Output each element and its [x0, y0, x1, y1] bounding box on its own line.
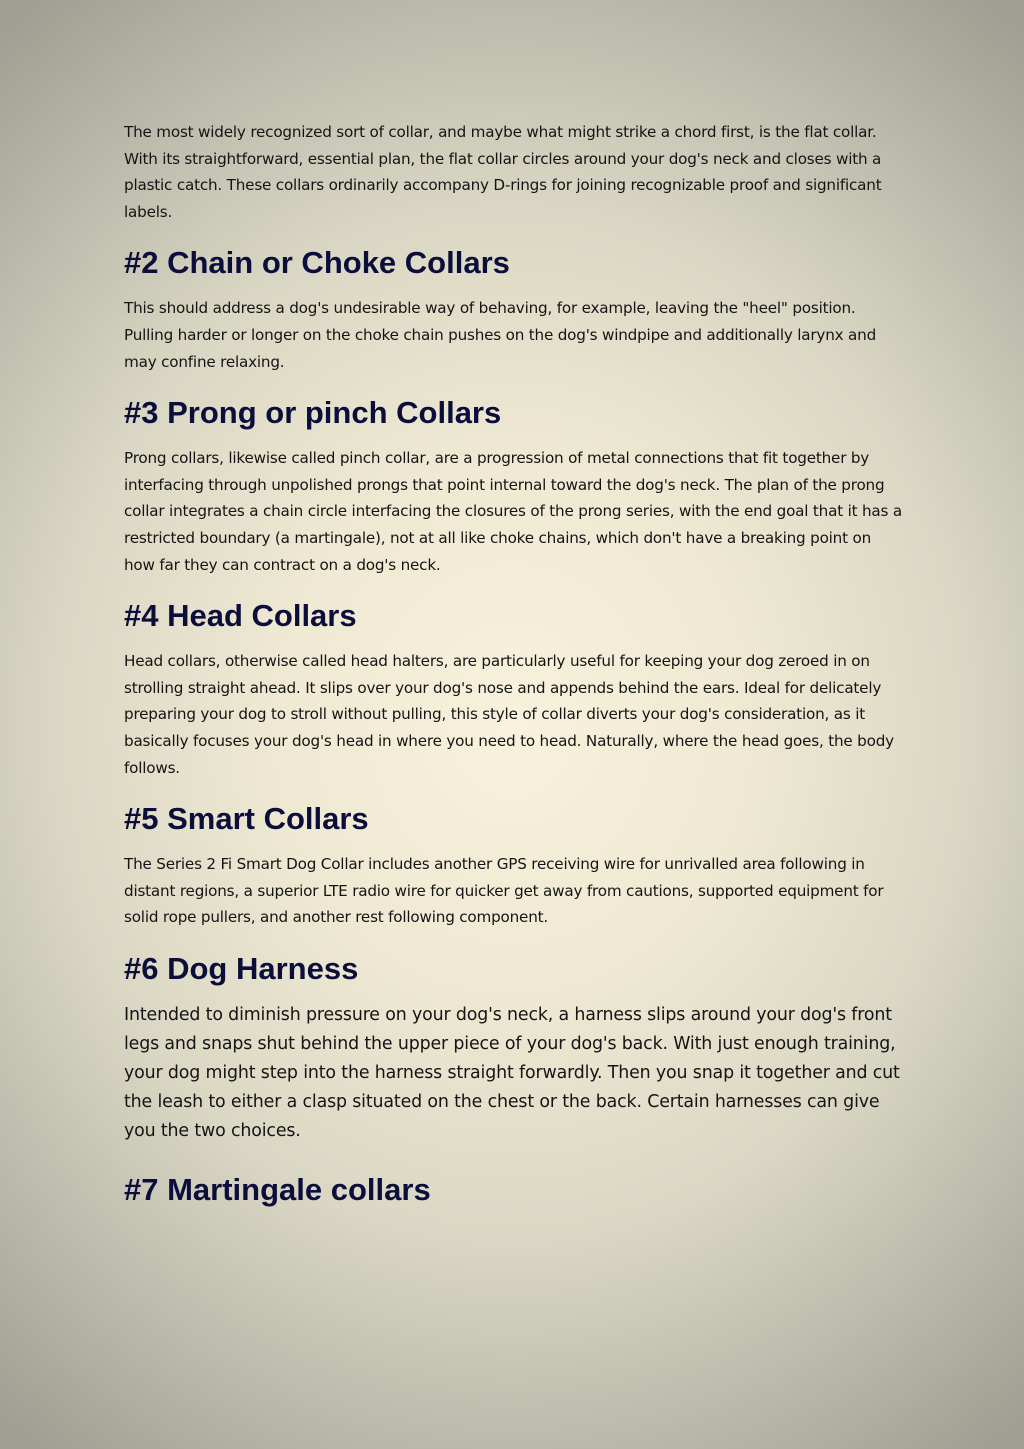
heading-smart-collars: #5 Smart Collars — [124, 801, 369, 837]
paragraph-prong-pinch-collars: Prong collars, likewise called pinch collar, are a progression of metal connections that fit together by interfacing through unpolished prongs that point internal toward the dog's neck. The plan of the prong collar integrates a chain circle interfacing the closures of the prong series, with the end goal that it has a restricted boundary (a martingale), not at all like choke chains, which don't have a breaking point on how far they can contract on a dog's neck. — [124, 449, 902, 574]
heading-head-collars: #4 Head Collars — [124, 598, 357, 634]
heading-chain-choke-collars: #2 Chain or Choke Collars — [124, 245, 510, 281]
paragraph-chain-choke-collars: This should address a dog's undesirable way of behaving, for example, leaving the "heel" position. Pulling harder or longer on the choke chain pushes on the dog's windpipe and additionally larynx and may confine relaxing. — [124, 299, 877, 371]
heading-dog-harness: #6 Dog Harness — [124, 950, 359, 986]
heading-prong-pinch-collars: #3 Prong or pinch Collars — [124, 395, 502, 431]
paragraph-smart-collars: The Series 2 Fi Smart Dog Collar includes another GPS receiving wire for unrivalled area following in distant regions, a superior LTE radio wire for quicker get away from cautions, supported equipment for solid rope pullers, and another rest following component. — [124, 855, 884, 927]
paragraph-dog-harness: Intended to diminish pressure on your dog's neck, a harness slips around your dog's front legs and snaps shut behind the upper piece of your dog's back. With just enough training, your dog might step into the harness straight forwardly. Then you snap it together and cut the leash to either a clasp situated on the chest or the back. Certain harnesses can give you the two choices. — [124, 1004, 900, 1141]
intro-paragraph: The most widely recognized sort of collar, and maybe what might strike a chord first, is the flat collar. With its straightforward, essential plan, the flat collar circles around your dog's neck and closes with a plastic catch. These collars ordinarily accompany D-rings for joining recognizable proof and significant labels. — [124, 123, 882, 221]
heading-martingale-collars: #7 Martingale collars — [124, 1171, 431, 1207]
paragraph-head-collars: Head collars, otherwise called head halters, are particularly useful for keeping your dog zeroed in on strolling straight ahead. It slips over your dog's nose and appends behind the ears. Ideal for delicately preparing your dog to stroll without pulling, this style of collar diverts your dog's consideration, as it basically focuses your dog's head in where you need to head. Naturally, where the head goes, the body follows. — [124, 652, 894, 777]
document-page — [124, 119, 904, 1208]
